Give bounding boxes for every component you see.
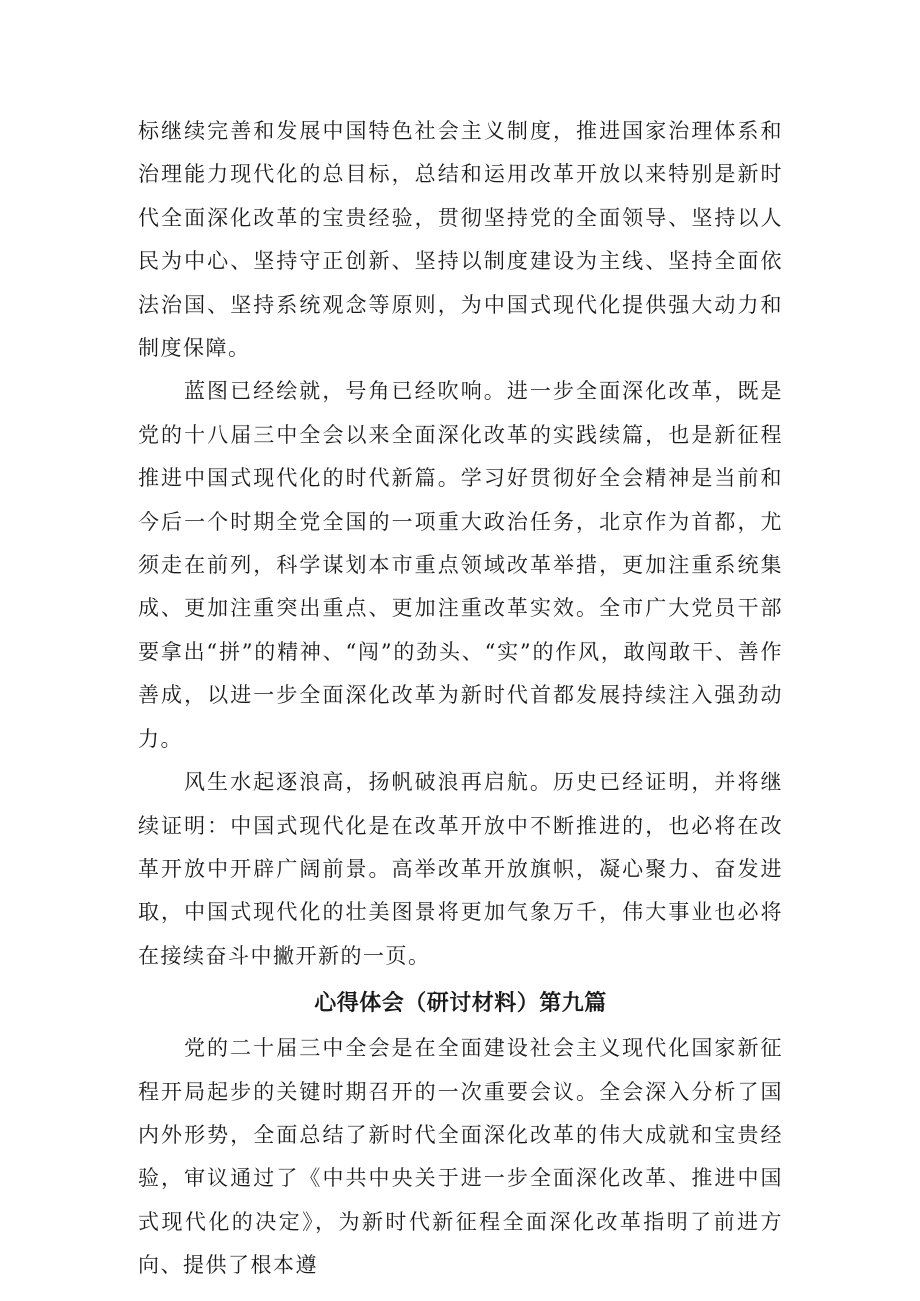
paragraph-continued: 标继续完善和发展中国特色社会主义制度，推进国家治理体系和治理能力现代化的总目标，总结和运用改革开放以来特别是新时代全面深化改革的宝贵经验，贯彻坚持党的全面领导、坚持以人民为中心、坚持守正创新、坚持以制度建设为主线、坚持全面依法治国、坚持系统观念等原则，为中国式现代化提供强大动力和制度保障。 (138, 119, 783, 361)
paragraph-blueprint: 蓝图已经绘就，号角已经吹响。进一步全面深化改革，既是党的十八届三中全会以来全面深化改革的实践续篇，也是新征程推进中国式现代化的时代新篇。学习好贯彻好全会精神是当前和今后一个时期全党全国的一项重大政治任务，北京作为首都，尤须走在前列，科学谋划本市重点领域改革举措，更加注重系统集成、更加注重突出重点、更加注重改革实效。全市广大党员干部要拿出“拼”的精神、“闯”的劲头、“实”的作风，敢闯敢干、善作善成，以进一步全面深化改革为新时代首都发展持续注入强劲动力。 (138, 379, 783, 751)
section-heading: 心得体会（研讨材料）第九篇 (314, 991, 607, 1017)
paragraph-plenary-session: 党的二十届三中全会是在全面建设社会主义现代化国家新征程开局起步的关键时期召开的一次重要会议。全会深入分析了国内外形势，全面总结了新时代全面深化改革的伟大成就和宝贵经验，审议通过了《中共中央关于进一步全面深化改革、推进中国式现代化的决定》，为新时代新征程全面深化改革指明了前进方向、提供了根本遵 (138, 1036, 783, 1278)
paragraph-setting-sail: 风生水起逐浪高，扬帆破浪再启航。历史已经证明，并将继续证明：中国式现代化是在改革开放中不断推进的，也必将在改革开放中开辟广阔前景。高举改革开放旗帜，凝心聚力、奋发进取，中国式现代化的壮美图景将更加气象万千，伟大事业也必将在接续奋斗中撇开新的一页。 (138, 770, 783, 968)
document-body (138, 110, 783, 1288)
